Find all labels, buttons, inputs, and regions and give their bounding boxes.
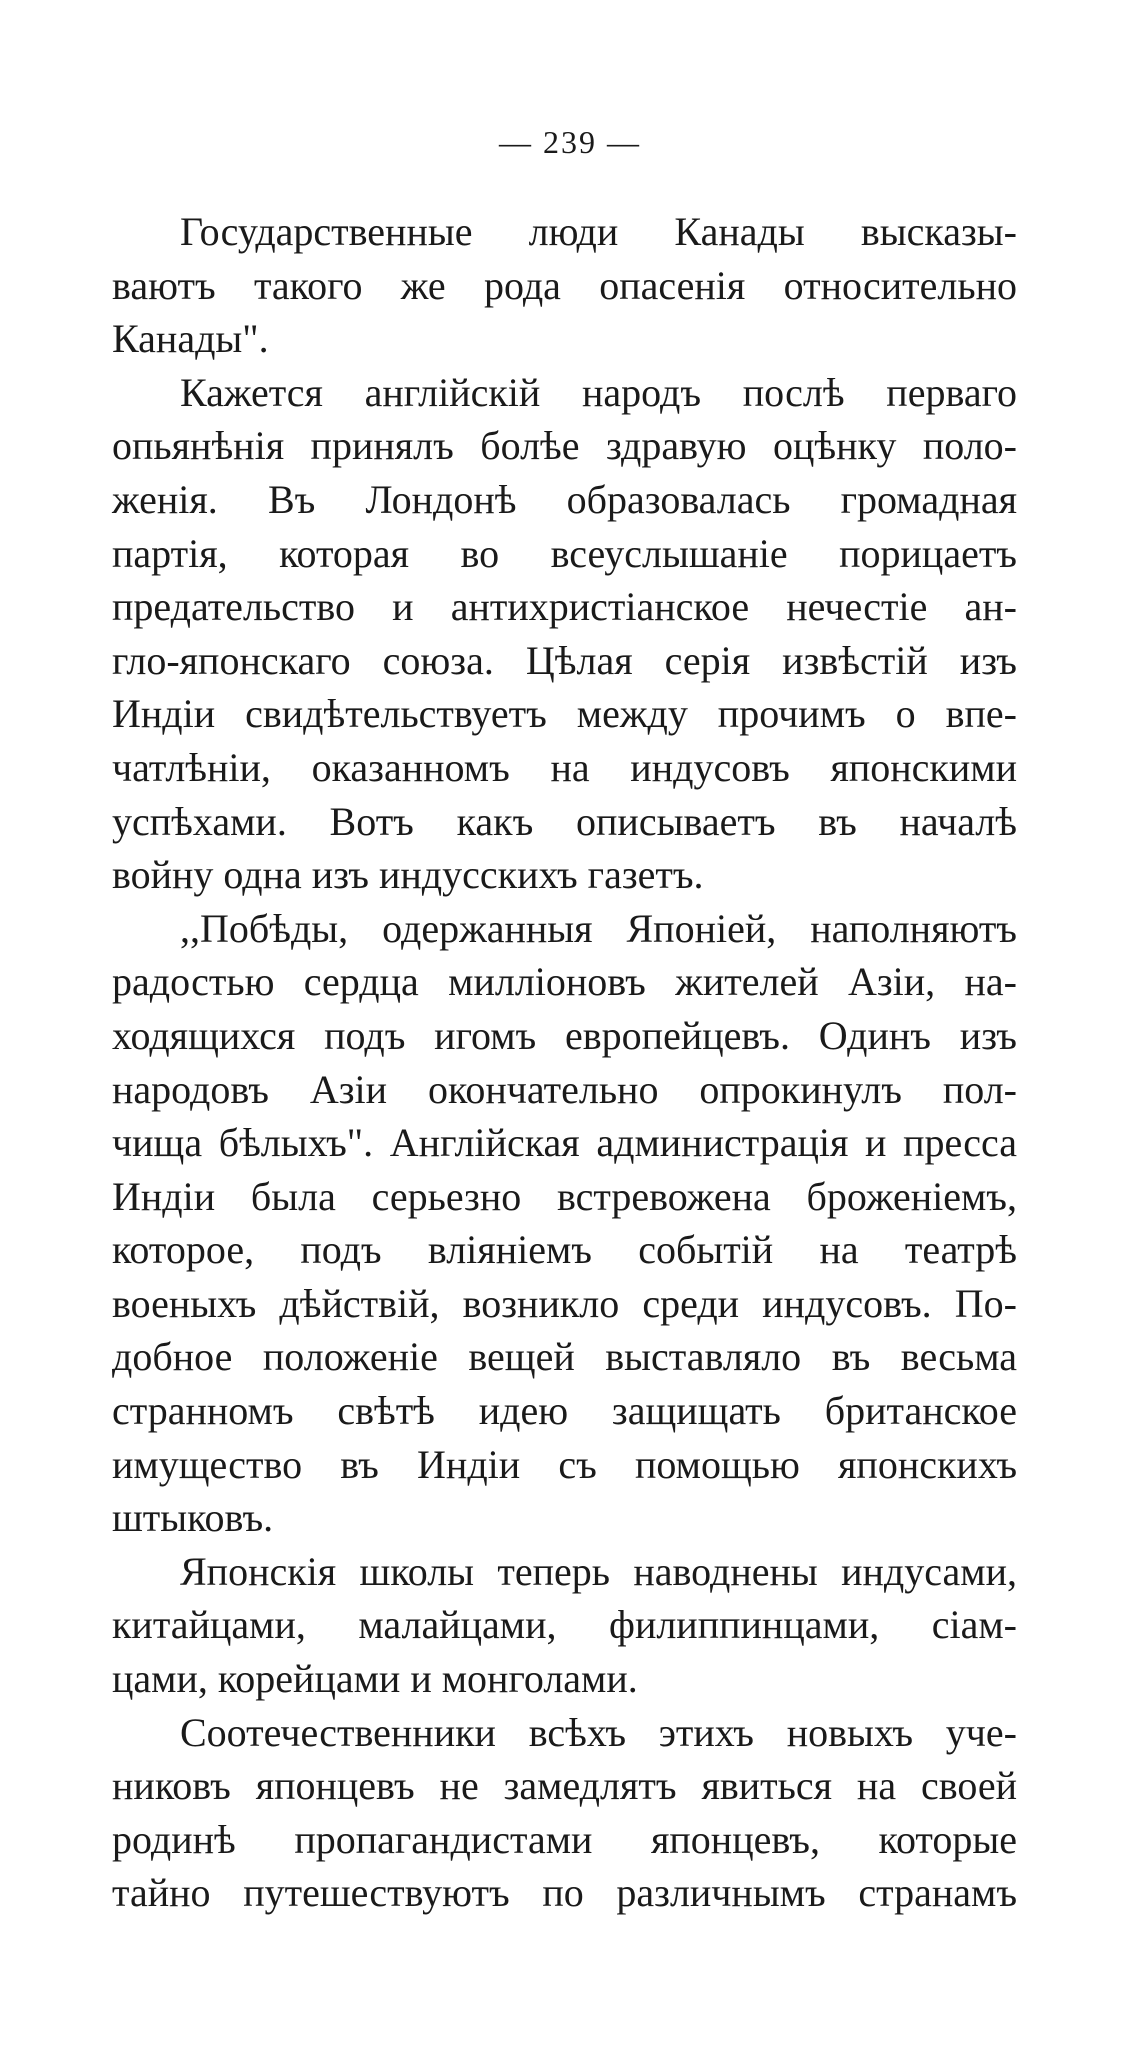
text-line: успѣхами. Вотъ какъ описываетъ въ началѣ: [112, 798, 1017, 844]
text-line: Кажется англійскій народъ послѣ перваго: [180, 369, 1017, 415]
text-line: народовъ Азіи окончательно опрокинулъ пол-: [112, 1066, 1017, 1112]
text-line: тайно путешествуютъ по различнымъ странамъ: [112, 1870, 1017, 1916]
text-line: Соотечественники всѣхъ этихъ новыхъ уче-: [180, 1709, 1017, 1755]
paragraph-5: [112, 1706, 1017, 1920]
paragraph-3: [112, 902, 1017, 1545]
text-line: Индіи свидѣтельствуетъ между прочимъ о впе-: [112, 691, 1017, 737]
paragraph-1: [112, 205, 1017, 366]
page-number: — 239 —: [499, 124, 641, 160]
body-text: [112, 205, 1017, 1920]
text-line: китайцами, малайцами, филиппинцами, сіам-: [112, 1602, 1017, 1648]
text-line: опьянѣнія принялъ болѣе здравую оцѣнку поло-: [112, 423, 1017, 469]
text-line: Государственные люди Канады высказы-: [180, 209, 1017, 254]
text-line: странномъ свѣтѣ идею защищать британское: [112, 1388, 1017, 1434]
text-line: ,,Побѣды, одержанныя Японіей, наполняютъ: [180, 905, 1017, 951]
text-line: цами, корейцами и монголами.: [112, 1656, 638, 1702]
text-line: гло-японскаго союза. Цѣлая серія извѣстій изъ: [112, 637, 1017, 683]
text-line: Индіи была серьезно встревожена броженіемъ,: [112, 1173, 1017, 1219]
text-line: Японскія школы теперь наводнены индусами,: [180, 1548, 1017, 1594]
text-line: чища бѣлыхъ". Англійская администрація и пресса: [112, 1120, 1017, 1166]
paragraph-4: [112, 1545, 1017, 1706]
text-line: радостью сердца милліоновъ жителей Азіи, на-: [112, 959, 1017, 1005]
text-line: партія, которая во всеуслышаніе порицаетъ: [112, 530, 1017, 576]
text-line: военыхъ дѣйствій, возникло среди индусовъ. По-: [112, 1280, 1017, 1326]
text-line: Канады".: [112, 316, 269, 362]
text-line: добное положеніе вещей выставляло въ весьма: [112, 1334, 1017, 1380]
text-line: ходящихся подъ игомъ европейцевъ. Одинъ изъ: [112, 1012, 1017, 1058]
text-line: чатлѣніи, оказанномъ на индусовъ японскими: [112, 744, 1017, 790]
paragraph-2: [112, 366, 1017, 902]
text-line: родинѣ пропагандистами японцевъ, которые: [112, 1816, 1017, 1862]
text-line: штыковъ.: [112, 1495, 274, 1541]
text-line: предательство и антихристіанское нечестіе ан-: [112, 584, 1017, 630]
text-line: ваютъ такого же рода опасенія относительно: [112, 262, 1017, 308]
text-line: имущество въ Индіи съ помощью японскихъ: [112, 1441, 1017, 1487]
text-line: женія. Въ Лондонѣ образовалась громадная: [112, 476, 1017, 522]
text-line: никовъ японцевъ не замедлятъ явиться на своей: [112, 1763, 1017, 1809]
text-line: войну одна изъ индусскихъ газетъ.: [112, 852, 704, 898]
text-line: которое, подъ вліяніемъ событій на театрѣ: [112, 1227, 1017, 1273]
